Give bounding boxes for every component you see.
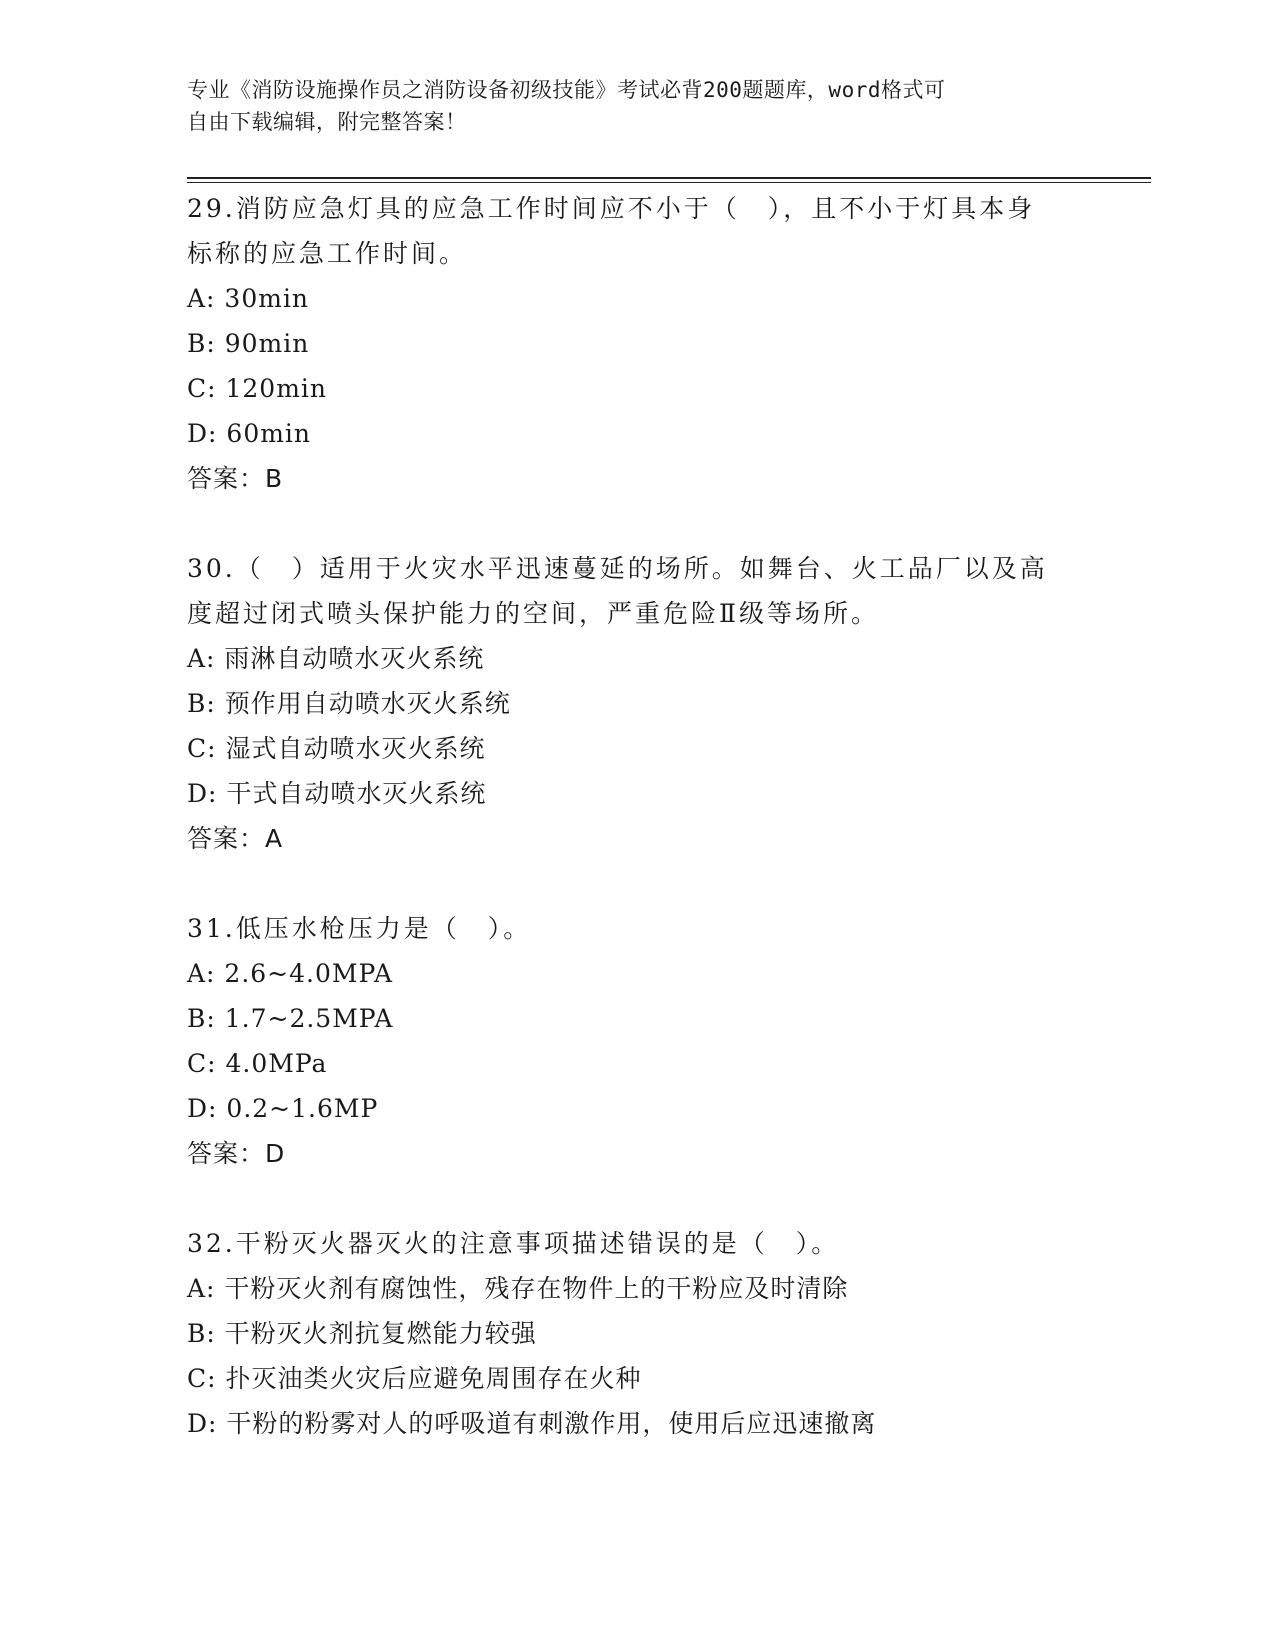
option-a: A: 干粉灭火剂有腐蚀性，残存在物件上的干粉应及时清除 [187, 1274, 849, 1303]
option-a: A: 雨淋自动喷水灭火系统 [187, 644, 485, 673]
option-d: D: 60min [187, 419, 312, 448]
option-c: C: 扑灭油类火灾后应避免周围存在火种 [187, 1364, 642, 1393]
option-a: A: 2.6~4.0MPA [187, 959, 394, 988]
option-b: B: 1.7~2.5MPA [187, 1004, 394, 1033]
option-b: B: 预作用自动喷水灭火系统 [187, 689, 511, 718]
question-list [187, 186, 1087, 1446]
question-stem: 29.消防应急灯具的应急工作时间应不小于（ ），且不小于灯具本身 [187, 194, 1036, 223]
spacer [187, 1176, 1087, 1221]
question-stem: 32.干粉灭火器灭火的注意事项描述错误的是（ ）。 [187, 1229, 840, 1258]
header-divider [187, 177, 1151, 183]
question-stem: 30.（ ）适用于火灾水平迅速蔓延的场所。如舞台、火工品厂以及高 [187, 554, 1048, 583]
answer: 答案：A [187, 824, 284, 853]
answer: 答案：D [187, 1139, 286, 1168]
option-d: D: 干式自动喷水灭火系统 [187, 779, 487, 808]
option-a: A: 30min [187, 284, 310, 313]
spacer [187, 861, 1087, 906]
answer: 答案：B [187, 464, 284, 493]
question-32 [187, 1221, 1087, 1446]
question-31 [187, 906, 1087, 1176]
option-b: B: 干粉灭火剂抗复燃能力较强 [187, 1319, 537, 1348]
header-line-2: 自由下载编辑，附完整答案！ [187, 110, 467, 134]
question-29 [187, 186, 1087, 501]
document-header [187, 74, 1067, 138]
option-d: D: 0.2~1.6MP [187, 1094, 379, 1123]
question-stem-continued: 度超过闭式喷头保护能力的空间，严重危险Ⅱ级等场所。 [187, 599, 879, 628]
question-30 [187, 546, 1087, 861]
option-c: C: 湿式自动喷水灭火系统 [187, 734, 486, 763]
option-c: C: 120min [187, 374, 328, 403]
spacer [187, 501, 1087, 546]
question-stem: 31.低压水枪压力是（ ）。 [187, 914, 532, 943]
option-b: B: 90min [187, 329, 310, 358]
header-line-1: 专业《消防设施操作员之消防设备初级技能》考试必背200题题库，word格式可 [187, 78, 946, 102]
option-d: D: 干粉的粉雾对人的呼吸道有刺激作用，使用后应迅速撤离 [187, 1409, 877, 1438]
option-c: C: 4.0MPa [187, 1049, 328, 1078]
question-stem-continued: 标称的应急工作时间。 [187, 239, 468, 268]
